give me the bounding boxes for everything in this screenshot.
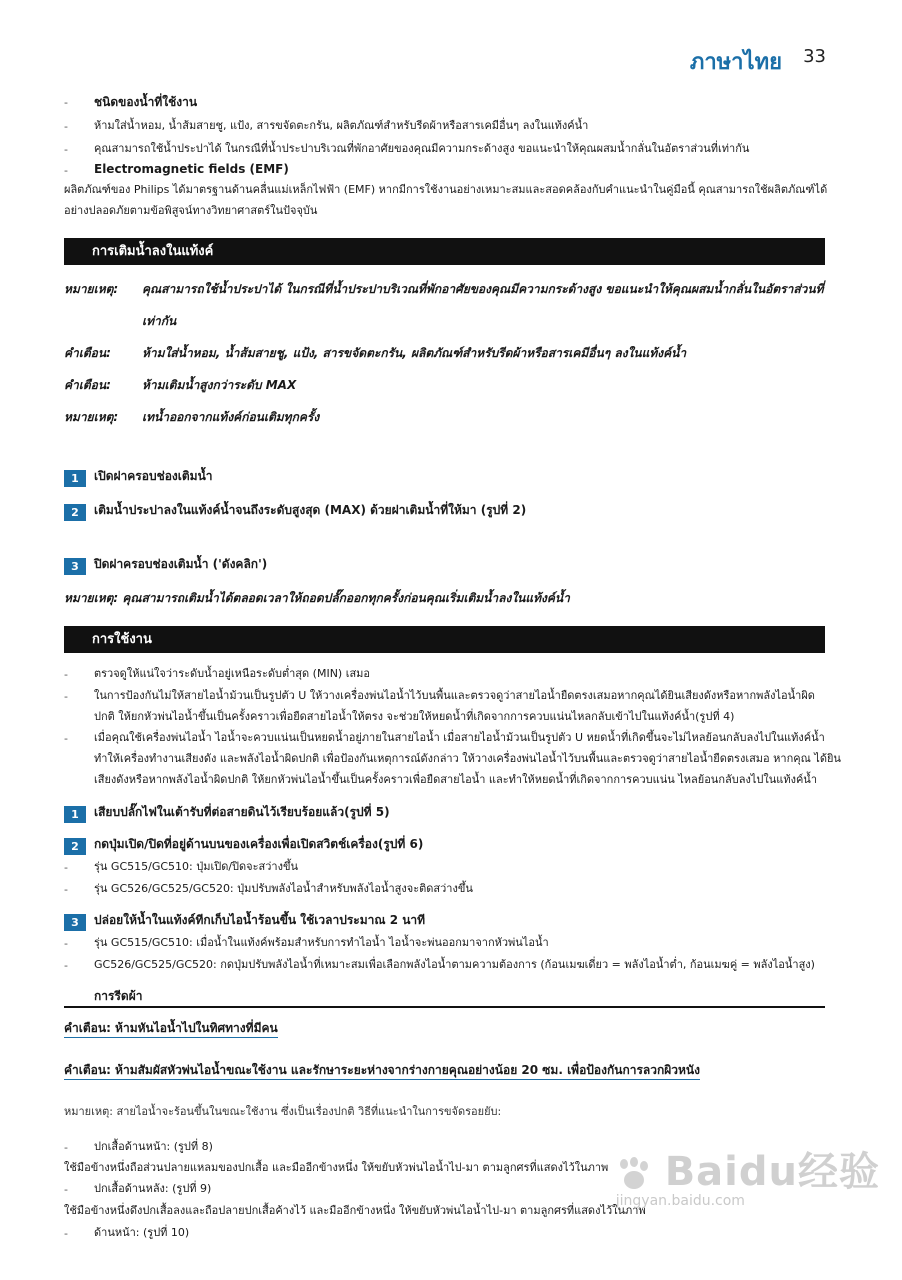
fill-final-note: หมายเหตุ: คุณสามารถเติมน้ำได้ตลอดเวลาให้ถอดปลั๊กออกทุกครั้งก่อนคุณเริ่มเติมน้ำลงในแท้งค์น้ำ: [64, 591, 570, 605]
note-text: คุณสามารถใช้น้ำประปาได้ ในกรณีที่น้ำประปาบริเวณที่พักอาศัยของคุณมีความกระด้างสูง ขอแนะนำให้คุณผสมน้ำกลั่นในอัตราส่วนที่: [142, 282, 824, 296]
ironing-warning-2-text: คำเตือน: ห้ามสัมผัสหัวพ่นไอน้ำขณะใช้งาน และรักษาระยะห่างจากร่างกายคุณอย่างน้อย 20 ซม. เพื่อป้องกันการลวกผิวหนัง: [64, 1063, 700, 1080]
ironing-note: หมายเหตุ: สายไอน้ำจะร้อนขึ้นในขณะใช้งาน ซึ่งเป็นเรื่องปกติ วิธีที่แนะนำในการขจัดรอยยับ:: [64, 1105, 502, 1118]
warning-label: คำเตือน:: [64, 378, 111, 392]
water-type-heading: ชนิดของน้ำที่ใช้งาน: [94, 95, 198, 109]
warning-text: ห้ามใส่น้ำหอม, น้ำส้มสายชู, แป้ง, สารขจัดตะกรัน, ผลิตภัณฑ์สำหรับรีดผ้าหรือสารเคมีอื่นๆ ลงในแท้งค์น้ำ: [142, 346, 687, 360]
step-text: เสียบปลั๊กไฟในเต้ารับที่ต่อสายดินไว้เรียบร้อยแล้ว(รูปที่ 5): [94, 805, 390, 819]
step-sub-item: รุ่น GC515/GC510: ปุ่มเปิด/ปิดจะสว่างขึ้น: [94, 860, 299, 873]
step-text: เปิดฝาครอบช่องเติมน้ำ: [94, 469, 213, 483]
bullet-dash: -: [64, 1227, 68, 1240]
note-label: หมายเหตุ:: [64, 282, 119, 296]
baidu-watermark: [616, 1140, 880, 1209]
note-text: เทน้ำออกจากแท้งค์ก่อนเติมทุกครั้ง: [142, 410, 320, 424]
bullet-dash: -: [64, 1183, 68, 1196]
step-number-box: 3: [64, 558, 86, 575]
note-label: หมายเหตุ:: [64, 410, 119, 424]
bullet-dash: -: [64, 690, 68, 703]
step-sub-item: รุ่น GC526/GC525/GC520: ปุ่มปรับพลังไอน้ำสำหรับพลังไอน้ำสูงจะติดสว่างขึ้น: [94, 882, 473, 895]
step-sub-item: GC526/GC525/GC520: กดปุ่มปรับพลังไอน้ำที่เหมาะสมเพื่อเลือกพลังไอน้ำตามความต้องการ (ก้อนเมฆเดี่ยว = พลังไอน้ำต่ำ, ก้อนเมฆคู่ = พลังไอน้ำสูง): [94, 958, 815, 971]
step-number-box: 2: [64, 838, 86, 855]
paw-icon: [616, 1157, 650, 1191]
step-number-box: 2: [64, 504, 86, 521]
emf-line-2: อย่างปลอดภัยตามข้อพิสูจน์ทางวิทยาศาสตร์ในปัจจุบัน: [64, 204, 318, 217]
section-bar-fill: การเติมน้ำลงในแท้งค์: [64, 238, 825, 265]
watermark-url: jingyan.baidu.com: [615, 1193, 745, 1209]
bullet-dash: -: [64, 164, 68, 177]
section-bar-use: การใช้งาน: [64, 626, 825, 653]
water-item-1: ห้ามใส่น้ำหอม, น้ำส้มสายชู, แป้ง, สารขจัดตะกรัน, ผลิตภัณฑ์สำหรับรีดผ้าหรือสารเคมีอื่นๆ ลงในแท้งค์น้ำ: [94, 119, 589, 132]
bullet-dash: -: [64, 732, 68, 745]
watermark-brand: [616, 1140, 880, 1197]
watermark-brand-text: Baidu经验: [664, 1149, 880, 1195]
section-rule: [64, 1006, 825, 1008]
use-bullet: ตรวจดูให้แน่ใจว่าระดับน้ำอยู่เหนือระดับต่ำสุด (MIN) เสมอ: [94, 667, 371, 680]
step-number-box: 1: [64, 806, 86, 823]
ironing-warning-2: [64, 1062, 700, 1079]
collar-front-desc: ใช้มือข้างหนึ่งถือส่วนปลายแหลมของปกเสื้อ และมืออีกข้างหนึ่ง ให้ขยับหัวพ่นไอน้ำไป-มา ตามลูกศรที่แสดงไว้ในภาพ: [64, 1161, 609, 1174]
front-item: ด้านหน้า: (รูปที่ 10): [94, 1226, 190, 1239]
use-bullet: ในการป้องกันไม่ให้สายไอน้ำม้วนเป็นรูปตัว U ให้วางเครื่องพ่นไอน้ำไว้บนพื้นและตรวจดูว่าสายไอน้ำยืดตรงเสมอหากคุณได้ยินเสียงดังหรือหากพลังไอน้ำผิด: [94, 689, 815, 702]
emf-line-1: ผลิตภัณฑ์ของ Philips ได้มาตรฐานด้านคลื่นแม่เหล็กไฟฟ้า (EMF) หากมีการใช้งานอย่างเหมาะสมและสอดคล้องกับคำแนะนำในคู่มือนี้ คุณสามารถใช้ผลิตภัณฑ์ได้: [64, 183, 828, 196]
step-text: ปิดฝาครอบช่องเติมน้ำ ('ดังคลิก'): [94, 557, 268, 571]
page-number: 33: [803, 46, 826, 67]
use-bullet: เมื่อคุณใช้เครื่องพ่นไอน้ำ ไอน้ำจะควบแน่นเป็นหยดน้ำอยู่ภายในสายไอน้ำ เมื่อสายไอน้ำม้วนเป็นรูปตัว U หยดน้ำที่เกิดขึ้นจะไม่ไหลย้อนกลับลงไปในแท้งค์น้ำ: [94, 731, 825, 744]
ironing-warning-1: [64, 1020, 278, 1037]
bullet-dash: -: [64, 937, 68, 950]
warning-label: คำเตือน:: [64, 346, 111, 360]
bullet-dash: -: [64, 668, 68, 681]
step-number-box: 3: [64, 914, 86, 931]
emf-heading: Electromagnetic fields (EMF): [94, 162, 289, 176]
step-number-box: 1: [64, 470, 86, 487]
note-text-continued: เท่ากัน: [142, 314, 177, 328]
step-text: กดปุ่มเปิด/ปิดที่อยู่ด้านบนของเครื่องเพื่อเปิดสวิตช์เครื่อง(รูปที่ 6): [94, 837, 424, 851]
bullet-dash: -: [64, 861, 68, 874]
use-bullet-continued: เสียงดังหรือหากพลังไอน้ำผิดปกติ ให้ยกหัวพ่นไอน้ำขึ้นเป็นครั้งคราวเพื่อยืดสายไอน้ำ และทำให้หยดน้ำที่เกิดจากการควบแน่น ไหลย้อนกลับลงไปในแท้งค์น้ำ: [94, 773, 817, 786]
use-bullet-continued: ปกติ ให้ยกหัวพ่นไอน้ำขึ้นเป็นครั้งคราวเพื่อยืดสายไอน้ำให้ตรง จะช่วยให้หยดน้ำที่เกิดจากการควบแน่นไหลกลับเข้าไปในแท้งค์น้ำ(รูปที่ 4): [94, 710, 735, 723]
collar-back-desc: ใช้มือข้างหนึ่งดึงปกเสื้อลงและถือปลายปกเสื้อค้างไว้ และมืออีกข้างหนึ่ง ให้ขยับหัวพ่นไอน้ำไป-มา ตามลูกศรที่แสดงไว้ในภาพ: [64, 1204, 646, 1217]
bullet-dash: -: [64, 1141, 68, 1154]
ironing-warning-1-text: คำเตือน: ห้ามหันไอน้ำไปในทิศทางที่มีคน: [64, 1021, 278, 1038]
step-sub-item: รุ่น GC515/GC510: เมื่อน้ำในแท้งค์พร้อมสำหรับการทำไอน้ำ ไอน้ำจะพ่นออกมาจากหัวพ่นไอน้ำ: [94, 936, 549, 949]
collar-front-item: ปกเสื้อด้านหน้า: (รูปที่ 8): [94, 1140, 213, 1153]
water-item-2: คุณสามารถใช้น้ำประปาได้ ในกรณีที่น้ำประปาบริเวณที่พักอาศัยของคุณมีความกระด้างสูง ขอแนะนำให้คุณผสมน้ำกลั่นในอัตราส่วนที่เท่ากัน: [94, 142, 750, 155]
bullet-dash: -: [64, 96, 68, 109]
warning-text: ห้ามเติมน้ำสูงกว่าระดับ MAX: [142, 378, 297, 392]
ironing-heading: การรีดผ้า: [94, 989, 143, 1003]
language-title: ภาษาไทย: [689, 50, 782, 75]
bullet-dash: -: [64, 883, 68, 896]
bullet-dash: -: [64, 959, 68, 972]
collar-back-item: ปกเสื้อด้านหลัง: (รูปที่ 9): [94, 1182, 212, 1195]
bullet-dash: -: [64, 120, 68, 133]
step-text: เติมน้ำประปาลงในแท้งค์น้ำจนถึงระดับสูงสุด (MAX) ด้วยฝาเติมน้ำที่ให้มา (รูปที่ 2): [94, 503, 527, 517]
step-text: ปล่อยให้น้ำในแท้งค์ทีกเก็บไอน้ำร้อนขึ้น ใช้เวลาประมาณ 2 นาที: [94, 913, 426, 927]
use-bullet-continued: ทำให้เครื่องทำงานเสียงดัง และพลังไอน้ำผิดปกติ เพื่อป้องกันเหตุการณ์ดังกล่าว ให้วางเครื่องพ่นไอน้ำไว้บนพื้นและตรวจดูว่าสายไอน้ำยืดตรงเสมอ หากคุณ ได้ยิน: [94, 752, 841, 765]
bullet-dash: -: [64, 143, 68, 156]
